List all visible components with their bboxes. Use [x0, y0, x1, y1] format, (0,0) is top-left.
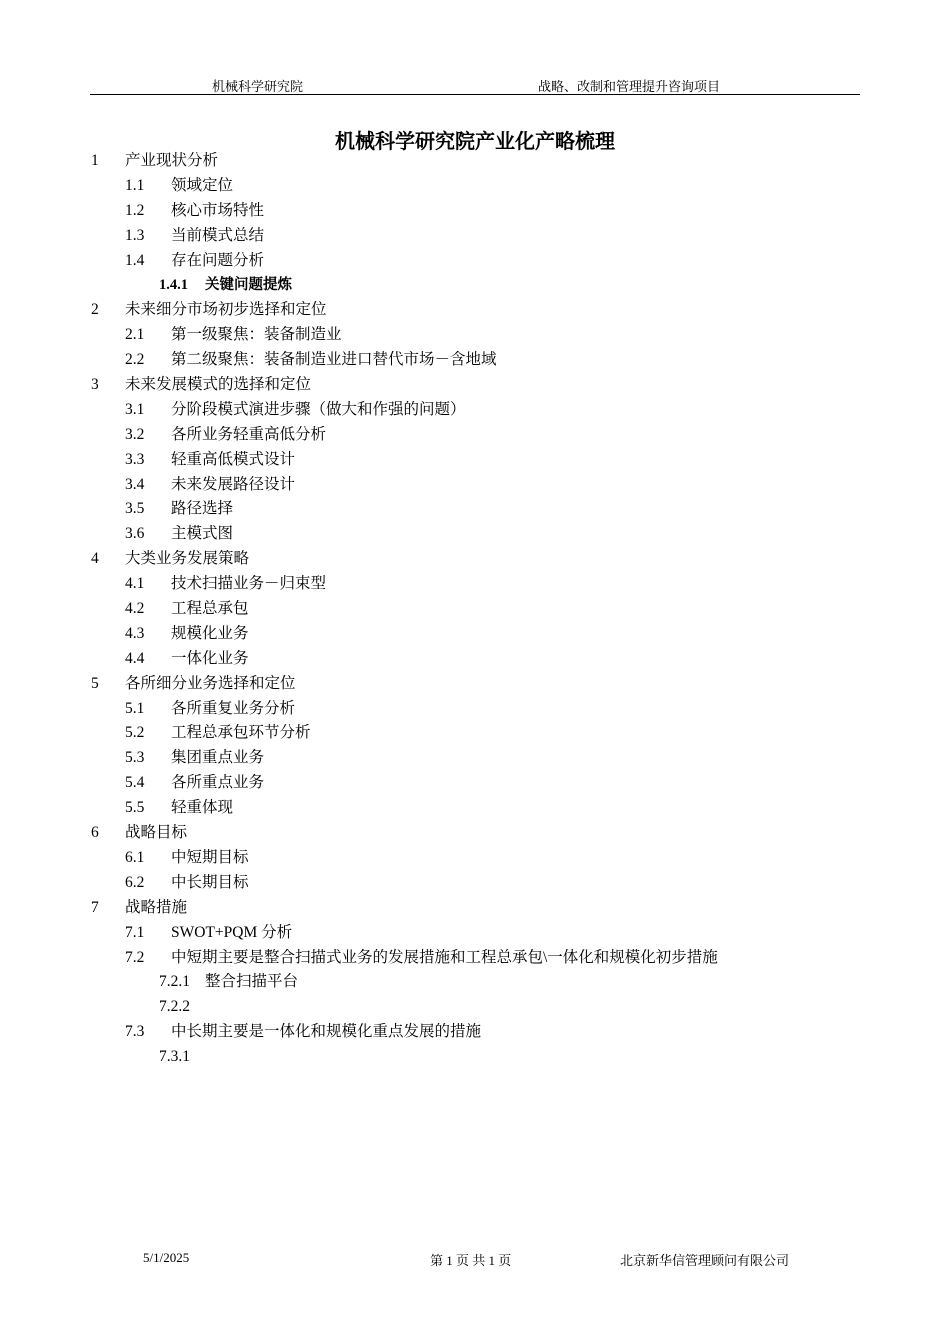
toc-entry-text: 轻重高低模式设计: [171, 450, 296, 468]
toc-entry: [0, 846, 950, 871]
toc-entry-number: 7: [91, 898, 99, 916]
toc-entry-text: 未来发展路径设计: [171, 475, 296, 493]
toc-entry-text: 分阶段模式演进步骤（做大和作强的问题）: [171, 400, 466, 418]
toc-entry-text: 产业现状分析: [125, 152, 219, 169]
toc-entry-text: 路径选择: [171, 500, 234, 518]
toc-entry-text: SWOT+PQM 分析: [171, 923, 293, 941]
toc-entry-number: 7.2.1: [159, 973, 190, 991]
toc-entry-number: 3.1: [125, 400, 145, 418]
toc-entry: [0, 249, 950, 274]
toc-entry-text: 中短期主要是整合扫描式业务的发展措施和工程总承包\一体化和规模化初步措施: [171, 948, 718, 966]
toc-entry-number: 3.5: [125, 500, 145, 518]
toc-entry-number: 7.3: [125, 1023, 145, 1041]
toc-entry-text: 大类业务发展策略: [125, 550, 250, 568]
header-project-name: 战略、改制和管理提升咨询项目: [538, 79, 721, 94]
toc-entry: [0, 448, 950, 473]
toc-entry-text: 各所重点业务: [171, 774, 265, 792]
toc-entry: [0, 796, 950, 821]
toc-entry: [0, 1045, 950, 1070]
toc-entry-text: 一体化业务: [171, 649, 249, 667]
toc-entry-text: 整合扫描平台: [205, 973, 299, 991]
toc-entry: [0, 597, 950, 622]
toc-entry-number: 1.4: [125, 251, 145, 269]
toc-entry-number: 3.6: [125, 525, 145, 543]
toc-entry-text: 中长期主要是一体化和规模化重点发展的措施: [171, 1023, 482, 1041]
toc-entry-number: 1.4.1: [159, 277, 188, 294]
toc-entry: [0, 224, 950, 249]
toc-entry-text: 关键问题提炼: [205, 277, 292, 294]
toc-entry: [0, 149, 950, 174]
toc-entry-text: 核心市场特性: [171, 201, 265, 219]
toc-entry-number: 5.2: [125, 724, 145, 742]
toc-entry-text: 当前模式总结: [171, 226, 265, 244]
toc-entry: [0, 572, 950, 597]
header-org-name: 机械科学研究院: [212, 79, 304, 94]
toc-entry: [0, 946, 950, 971]
toc-entry: [0, 273, 950, 298]
toc-entry: [0, 1020, 950, 1045]
toc-entry-number: 3: [91, 376, 99, 394]
toc-entry: [0, 373, 950, 398]
toc-entry-text: 中短期目标: [171, 848, 249, 866]
toc-entry-number: 5: [91, 674, 99, 692]
page-footer: [0, 1250, 950, 1270]
toc-entry: [0, 323, 950, 348]
toc-entry-text: 轻重体现: [171, 799, 234, 817]
toc-entry-text: 未来发展模式的选择和定位: [125, 376, 312, 394]
toc-entry-number: 6.2: [125, 873, 145, 891]
toc-entry: [0, 647, 950, 672]
toc-entry: [0, 896, 950, 921]
toc-entry-number: 3.2: [125, 425, 145, 443]
toc-entry-text: 各所业务轻重高低分析: [171, 425, 327, 443]
toc-entry-number: 4.4: [125, 649, 145, 667]
toc-entry: [0, 348, 950, 373]
toc-entry-number: 7.2: [125, 948, 145, 966]
toc-entry-number: 5.3: [125, 749, 145, 767]
toc-entry-text: 各所重复业务分析: [171, 699, 296, 717]
toc-entry-number: 7.2.2: [159, 998, 190, 1016]
toc-entry-number: 7.3.1: [159, 1048, 190, 1066]
toc-entry: [0, 697, 950, 722]
toc-entry: [0, 547, 950, 572]
toc-entry-number: 7.1: [125, 923, 145, 941]
toc-entry: [0, 721, 950, 746]
footer-page-number: 第 1 页 共 1 页: [430, 1253, 512, 1268]
toc-entry: [0, 821, 950, 846]
footer-company: 北京新华信管理顾问有限公司: [620, 1253, 790, 1268]
toc-entry-number: 1: [91, 152, 99, 169]
document-title: 机械科学研究院产业化产略梳理: [335, 131, 615, 153]
toc-entry-number: 5.5: [125, 799, 145, 817]
toc-entry: [0, 423, 950, 448]
toc-entry-number: 3.3: [125, 450, 145, 468]
footer-date: 5/1/2025: [143, 1250, 190, 1265]
toc-entry-number: 3.4: [125, 475, 145, 493]
toc-entry: [0, 398, 950, 423]
toc-entry: [0, 771, 950, 796]
toc-entry-number: 5.4: [125, 774, 145, 792]
toc-entry: [0, 622, 950, 647]
toc-entry-text: 技术扫描业务－归束型: [171, 575, 327, 593]
toc-entry-number: 1.2: [125, 201, 145, 219]
toc-entry-number: 6: [91, 824, 99, 842]
toc-entry: [0, 746, 950, 771]
toc-entry: [0, 174, 950, 199]
toc-entry-text: 各所细分业务选择和定位: [125, 674, 296, 692]
toc-entry: [0, 995, 950, 1020]
toc-entry-text: 工程总承包环节分析: [171, 724, 311, 742]
toc-entry-text: 中长期目标: [171, 873, 249, 891]
toc-entry-text: 战略措施: [125, 898, 188, 916]
page-header: [90, 74, 860, 95]
toc-entry-text: 战略目标: [125, 824, 188, 842]
toc-entry-number: 1.3: [125, 226, 145, 244]
toc-entry: [0, 522, 950, 547]
toc-entry-number: 4.2: [125, 600, 145, 618]
toc-entry-number: 6.1: [125, 848, 145, 866]
toc-entry: [0, 497, 950, 522]
toc-entry: [0, 199, 950, 224]
toc-entry-text: 领域定位: [171, 176, 234, 194]
toc-entry-text: 集团重点业务: [171, 749, 265, 767]
toc-entry: [0, 921, 950, 946]
toc-entry-number: 2.2: [125, 351, 145, 369]
toc-entry-text: 存在问题分析: [171, 251, 265, 269]
toc-entry: [0, 871, 950, 896]
toc-entry: [0, 672, 950, 697]
toc-entry-number: 5.1: [125, 699, 145, 717]
toc-entry-text: 未来细分市场初步选择和定位: [125, 301, 327, 319]
toc-entry-number: 2.1: [125, 326, 145, 344]
toc-entry-number: 1.1: [125, 176, 145, 194]
toc-entry: [0, 473, 950, 498]
toc-entry-text: 第二级聚焦：装备制造业进口替代市场－含地域: [171, 351, 497, 369]
toc-entry-number: 4: [91, 550, 99, 568]
toc-entry-number: 2: [91, 301, 99, 319]
toc-entry-text: 主模式图: [171, 525, 234, 543]
toc-entry-number: 4.1: [125, 575, 145, 593]
toc-entry-text: 工程总承包: [171, 600, 249, 618]
table-of-contents: [0, 149, 950, 1070]
toc-entry: [0, 298, 950, 323]
toc-entry-text: 规模化业务: [171, 624, 249, 642]
toc-entry: [0, 970, 950, 995]
toc-entry-text: 第一级聚焦：装备制造业: [171, 326, 342, 344]
toc-entry-number: 4.3: [125, 624, 145, 642]
